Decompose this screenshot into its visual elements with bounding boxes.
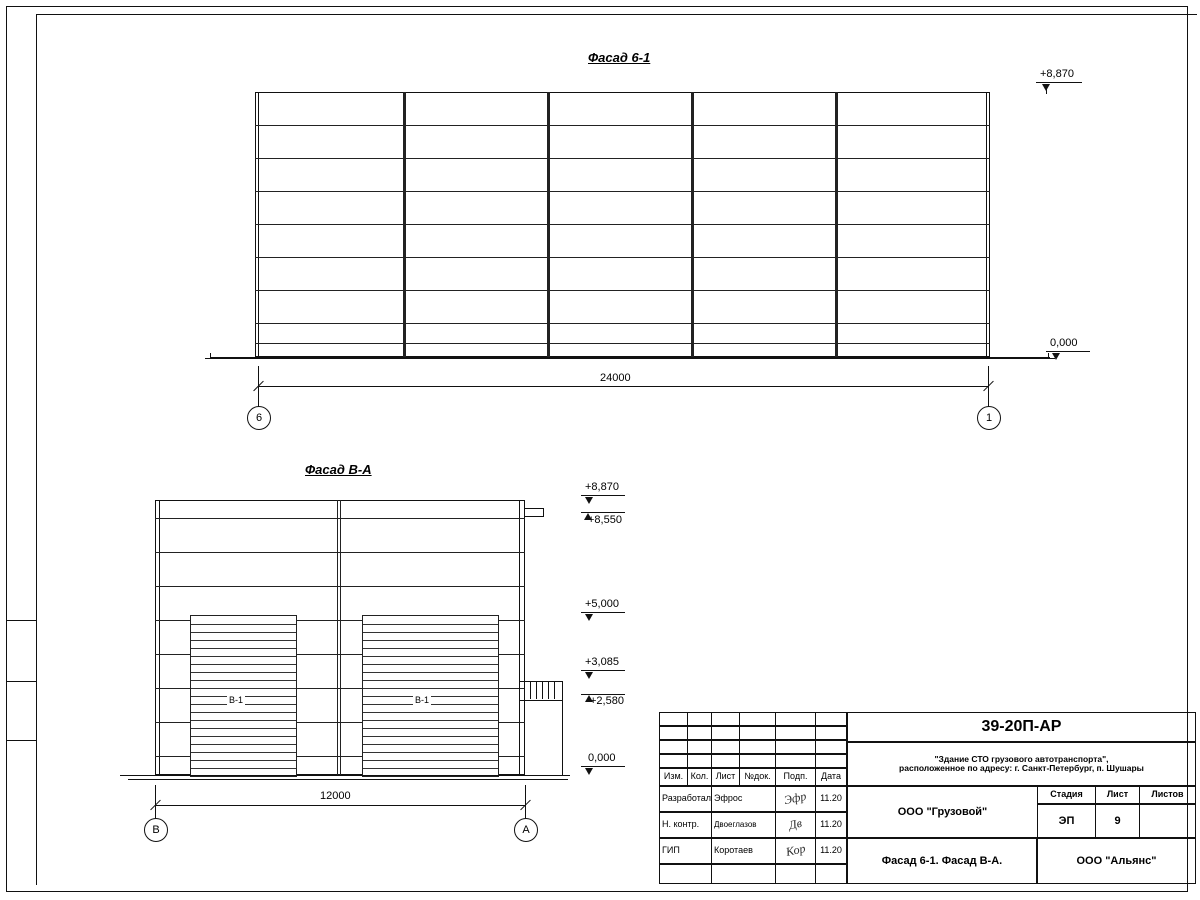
door-label-right: В-1 <box>415 695 430 705</box>
level-0000-bottom: 0,000 <box>588 752 616 764</box>
row-sign-1: Дв <box>787 816 804 833</box>
left-margin-tab-upper <box>6 620 36 682</box>
overhead-door-right <box>362 615 499 777</box>
object-line-1: "Здание СТО грузового автотранспорта", <box>934 753 1109 764</box>
facade-6-1-elevation <box>255 92 990 357</box>
level-base-0000: 0,000 <box>1050 337 1078 349</box>
dimension-12000: 12000 <box>320 790 351 802</box>
overhead-door-left <box>190 615 297 777</box>
level-top-8870: +8,870 <box>1040 68 1074 80</box>
row-date-2: 11.20 <box>815 838 847 864</box>
axis-marker-v: В <box>144 818 168 842</box>
designer-org: ООО "Альянс" <box>1037 838 1196 884</box>
axis-marker-a: А <box>514 818 538 842</box>
level-8870: +8,870 <box>585 481 619 493</box>
object-line-2: расположенное по адресу: г. Санкт-Петербург, п. Шушары <box>899 763 1144 773</box>
row-sign-2: Кор <box>784 841 807 860</box>
dimension-24000: 24000 <box>600 372 631 384</box>
stage-value: ЭП <box>1037 804 1095 838</box>
level-8550: +8,550 <box>588 514 622 526</box>
axis-marker-1: 1 <box>977 406 1001 430</box>
th-stadia: Стадия <box>1037 786 1095 804</box>
sheet-number: 9 <box>1095 804 1139 838</box>
sheets-total <box>1139 804 1196 838</box>
project-code: 39-20П-АР <box>847 712 1196 742</box>
row-name-1: Двоеглазов <box>711 812 775 838</box>
row-sign-0: Эфр <box>782 789 808 808</box>
customer-name: ООО "Грузовой" <box>847 786 1037 838</box>
facade-6-1-title: Фасад 6-1 <box>588 50 651 65</box>
level-5000: +5,000 <box>585 598 619 610</box>
row-date-0: 11.20 <box>815 786 847 812</box>
facade-v-a-title: Фасад В-А <box>305 462 372 477</box>
left-margin-tab-lower <box>6 680 36 741</box>
level-3085: +3,085 <box>585 656 619 668</box>
th-list-right: Лист <box>1095 786 1139 804</box>
th-list: Лист <box>711 768 739 786</box>
th-izm: Изм. <box>659 768 687 786</box>
row-role-1: Н. контр. <box>659 812 711 838</box>
axis-marker-6: 6 <box>247 406 271 430</box>
title-block <box>659 712 1196 884</box>
th-podp: Подп. <box>775 768 815 786</box>
sheet-name: Фасад 6-1. Фасад В-А. <box>847 838 1037 884</box>
row-name-2: Коротаев <box>711 838 775 864</box>
row-role-2: ГИП <box>659 838 711 864</box>
level-2580: +2,580 <box>590 695 624 707</box>
th-listov: Листов <box>1139 786 1196 804</box>
row-name-0: Эфрос <box>711 786 775 812</box>
th-kol: Кол. <box>687 768 711 786</box>
th-ndok: №док. <box>739 768 775 786</box>
row-role-0: Разработал <box>659 786 711 812</box>
row-date-1: 11.20 <box>815 812 847 838</box>
th-data: Дата <box>815 768 847 786</box>
door-label-left: В-1 <box>229 695 244 705</box>
